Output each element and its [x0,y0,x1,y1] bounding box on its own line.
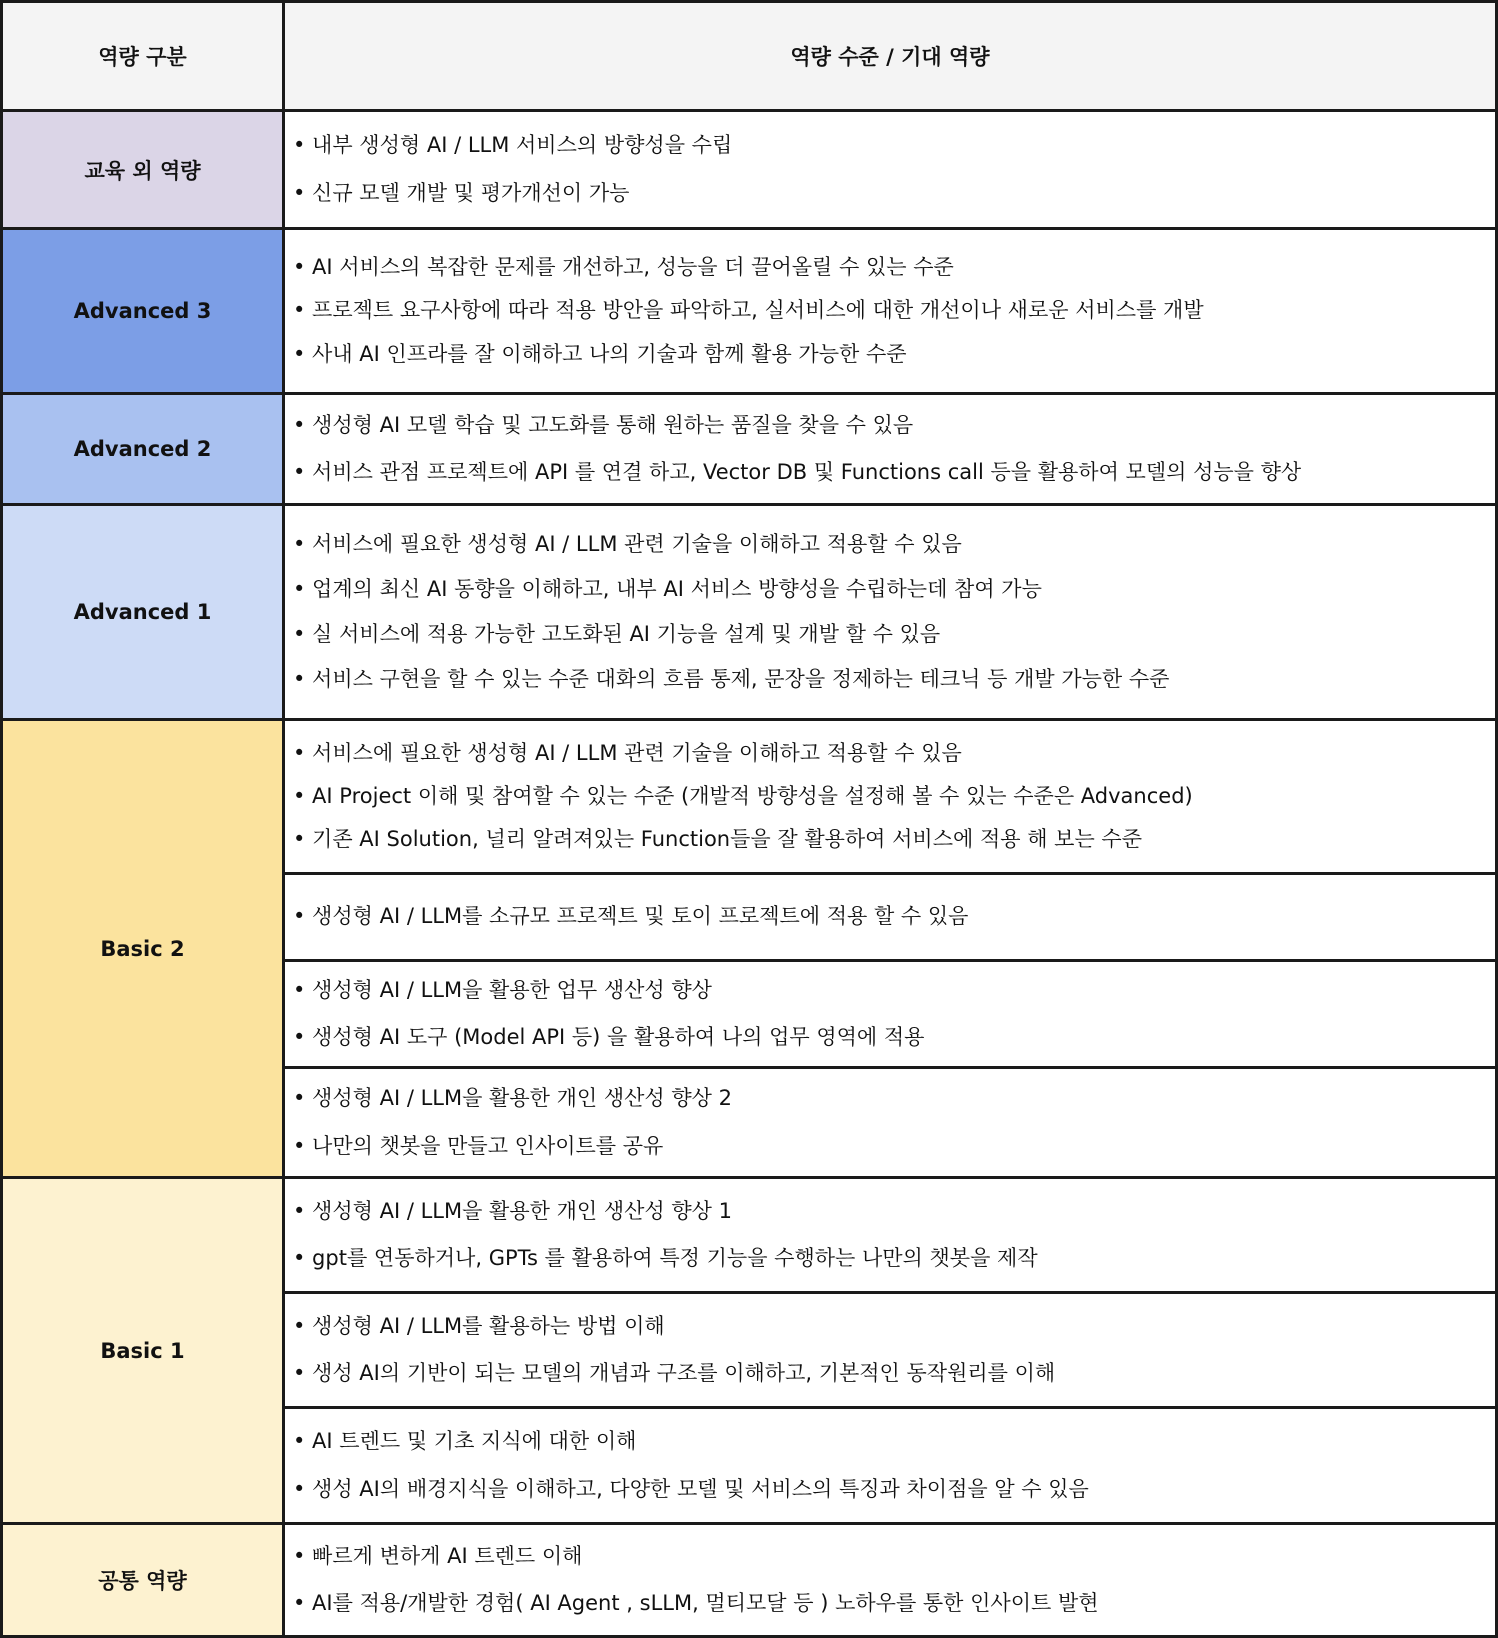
content-line: • AI 트렌드 및 기초 지식에 대한 이해 [293,1429,637,1454]
category-common: 공통 역량 [0,1522,285,1638]
content-block [282,392,1498,506]
content-block [282,872,1498,962]
category-advanced-1: Advanced 1 [0,503,285,721]
content-line: • AI를 적용/개발한 경험( AI Agent , sLLM, 멀티모달 등 ) 노하우를 통한 인사이트 발현 [293,1591,1099,1615]
content-line: • 생성형 AI / LLM을 활용한 개인 생산성 향상 1 [293,1198,732,1223]
content-line: • 생성 AI의 배경지식을 이해하고, 다양한 모델 및 서비스의 특징과 차이점을 알 수 있음 [293,1476,1089,1501]
content-block [282,1066,1498,1179]
content-line: • 프로젝트 요구사항에 따라 적용 방안을 파악하고, 실서비스에 대한 개선이나 새로운 서비스를 개발 [293,298,1204,323]
content-block [282,959,1498,1069]
content-line: • 생성형 AI / LLM를 활용하는 방법 이해 [293,1313,665,1338]
category-basic-2: Basic 2 [0,718,285,1179]
content-block [282,503,1498,721]
content-line: • 업계의 최신 AI 동향을 이해하고, 내부 AI 서비스 방향성을 수립하는데 참여 가능 [293,576,1042,601]
content-block [282,1291,1498,1409]
content-line: • 생성형 AI / LLM를 소규모 프로젝트 및 토이 프로젝트에 적용 할 수 있음 [293,904,969,929]
content-line: • 생성형 AI / LLM을 활용한 업무 생산성 향상 [293,977,712,1002]
content-line: • 서비스에 필요한 생성형 AI / LLM 관련 기술을 이해하고 적용할 수 있음 [293,740,962,765]
content-line: • gpt를 연동하거나, GPTs 를 활용하여 특정 기능을 수행하는 나만의 챗봇을 제작 [293,1246,1038,1270]
content-line: • 서비스 관점 프로젝트에 API 를 연결 하고, Vector DB 및 Functions call 등을 활용하여 모델의 성능을 향상 [293,460,1302,484]
header-level: 역량 수준 / 기대 역량 [282,0,1498,112]
category-basic-1: Basic 1 [0,1176,285,1525]
content-block [282,109,1498,230]
content-line: • 생성형 AI / LLM을 활용한 개인 생산성 향상 2 [293,1086,732,1111]
content-line: • 생성형 AI 모델 학습 및 고도화를 통해 원하는 품질을 찾을 수 있음 [293,412,914,437]
content-line: • 기존 AI Solution, 널리 알려져있는 Function들을 잘 활용하여 서비스에 적용 해 보는 수준 [293,827,1142,852]
content-line: • AI 서비스의 복잡한 문제를 개선하고, 성능을 더 끌어올릴 수 있는 수준 [293,255,954,280]
content-line: • 내부 생성형 AI / LLM 서비스의 방향성을 수립 [293,133,733,158]
content-line: • 사내 AI 인프라를 잘 이해하고 나의 기술과 함께 활용 가능한 수준 [293,341,907,366]
content-line: • 나만의 챗봇을 만들고 인사이트를 공유 [293,1133,664,1158]
content-line: • AI Project 이해 및 참여할 수 있는 수준 (개발적 방향성을 설정해 볼 수 있는 수준은 Advanced) [293,783,1193,808]
content-line: • 생성형 AI 도구 (Model API 등) 을 활용하여 나의 업무 영역에 적용 [293,1025,925,1049]
content-line: • 빠르게 변하게 AI 트렌드 이해 [293,1543,583,1568]
content-block [282,718,1498,875]
content-block [282,1522,1498,1638]
content-line: • 서비스 구현을 할 수 있는 수준 대화의 흐름 통제, 문장을 정제하는 테크닉 등 개발 가능한 수준 [293,667,1170,692]
content-block [282,1176,1498,1294]
category-edu-extra: 교육 외 역량 [0,109,285,230]
content-block [282,1406,1498,1525]
content-line: • 실 서비스에 적용 가능한 고도화된 AI 기능을 설계 및 개발 할 수 있음 [293,622,941,646]
content-line: • 신규 모델 개발 및 평가개선이 가능 [293,180,630,205]
content-line: • 생성 AI의 기반이 되는 모델의 개념과 구조를 이해하고, 기본적인 동작원리를 이해 [293,1361,1056,1385]
category-advanced-2: Advanced 2 [0,392,285,506]
content-line: • 서비스에 필요한 생성형 AI / LLM 관련 기술을 이해하고 적용할 수 있음 [293,531,962,556]
category-advanced-3: Advanced 3 [0,227,285,395]
header-category: 역량 구분 [0,0,285,112]
content-block [282,227,1498,395]
